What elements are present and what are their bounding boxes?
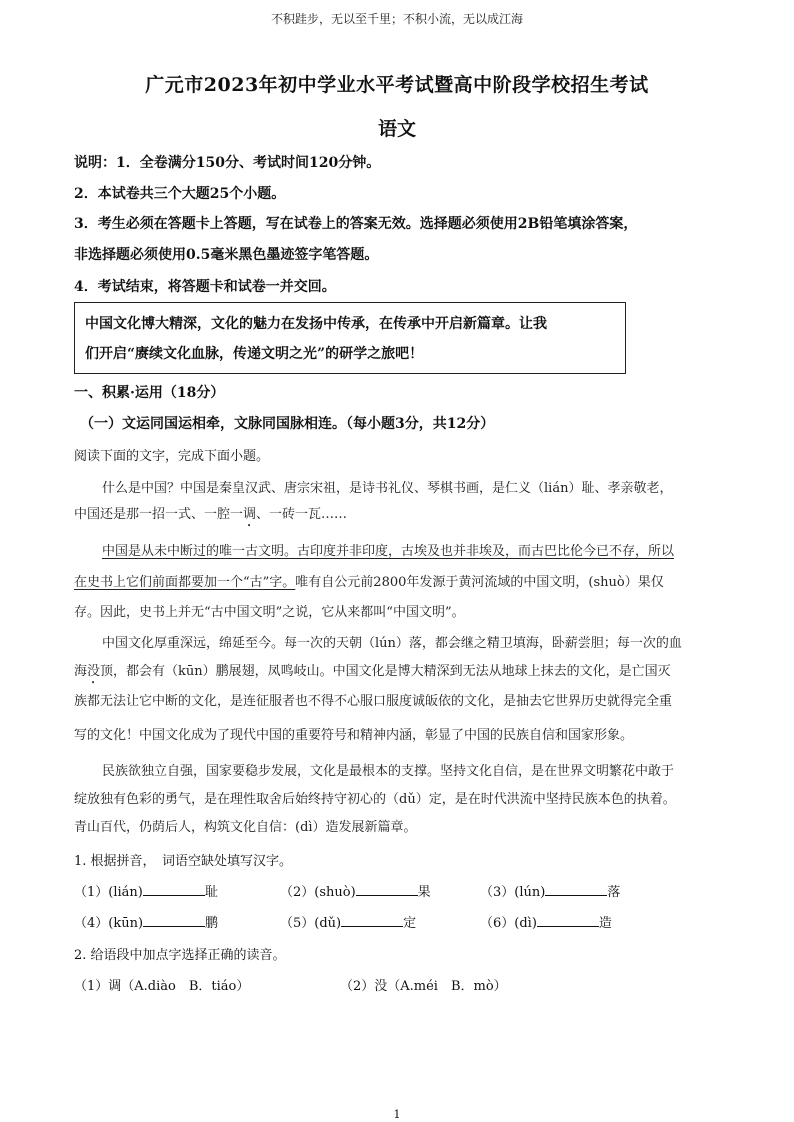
page-header-motto: 不积跬步，无以至千里；不积小流，无以成江海 <box>270 12 523 26</box>
q1-item-5: （5）(dǔ) 定 <box>280 916 417 931</box>
answer-blank[interactable] <box>341 914 403 927</box>
q1-item-4: （4）(kūn) 鹏 <box>74 916 219 931</box>
instruction-1: 说明：1．全卷满分150分、考试时间120分钟。 <box>74 155 381 171</box>
answer-blank[interactable] <box>143 883 205 896</box>
passage-p4-line2: 绽放独有色彩的勇气，是在理性取舍后始终持守初心的（dǔ）定，是在时代洪流中坚持民族本色的执着。 <box>74 792 676 807</box>
answer-blank[interactable] <box>356 883 418 896</box>
q1-item-1: （1）(lián) 耻 <box>74 885 218 900</box>
passage-p3-line4: 写的文化！中国文化成为了现代中国的重要符号和精神内涵，彰显了中国的民族自信和国家形象。 <box>74 728 634 743</box>
passage-p4-line1: 民族欲独立自强，国家要稳步发展，文化是最根本的支撑。坚持文化自信，是在世界文明繁花中敢于 <box>102 764 675 779</box>
question-2-stem: 2. 给语段中加点字选择正确的读音。 <box>74 948 286 963</box>
section-1-subheading: （一）文运同国运相牵，文脉同国脉相连。（每小题3分，共12分） <box>80 416 495 432</box>
reading-prompt: 阅读下面的文字，完成下面小题。 <box>74 449 270 464</box>
answer-blank[interactable] <box>545 883 607 896</box>
exam-title: 广元市2023年初中学业水平考试暨高中阶段学校招生考试 <box>145 74 649 96</box>
passage-p3-line3: 族都无法让它中断的文化，是连征服者也不得不心服口服度诚皈依的文化，是抽去它世界历史就得完全重 <box>74 694 673 709</box>
instruction-2: 2．本试卷共三个大题25个小题。 <box>74 186 286 202</box>
passage-p3-line1: 中国文化厚重深远，绵延至今。每一次的天朝（lún）落，都会继之精卫填海，卧薪尝胆；每一次的血 <box>102 636 682 651</box>
dotted-char-diao: 调 <box>243 507 257 522</box>
section-1-heading: 一、积累·运用（18分） <box>74 385 225 401</box>
passage-p3-line2: 海没顶，都会有（kūn）鹏展翅，凤鸣岐山。中国文化是博大精深到无法从地球上抹去的文化，是亡国灭 <box>74 664 671 679</box>
q1-item-2: （2）(shuò) 果 <box>280 885 431 900</box>
q2-item-1: （1）调（A.diào B．tiáo） <box>74 979 250 994</box>
passage-p2-line1: 中国是从未中断过的唯一古文明。古印度并非印度，古埃及也并非埃及，而古巴比伦今已不存，所以 <box>102 544 675 559</box>
page-number: 1 <box>393 1108 401 1121</box>
passage-p4-line3: 青山百代，仍荫后人，构筑文化自信：(dì）造发展新篇章。 <box>74 820 417 835</box>
intro-box <box>74 302 626 374</box>
question-1-stem: 1. 根据拼音， 词语空缺处填写汉字。 <box>74 854 293 869</box>
q2-item-2: （2）没（A.méi B．mò） <box>340 979 507 994</box>
dotted-char-mo: 没 <box>87 664 101 679</box>
passage-p2-line2: 在史书上它们前面都要加一个“古”字。唯有自公元前2800年发源于黄河流域的中国文明，(shuò）果仅 <box>74 575 664 590</box>
instruction-3: 3．考生必须在答题卡上答题，写在试卷上的答案无效。选择题必须使用2B铅笔填涂答案， <box>74 216 638 232</box>
intro-line-1: 中国文化博大精深，文化的魅力在发扬中传承，在传承中开启新篇章。让我 <box>85 316 547 332</box>
q1-item-6: （6）(dì) 造 <box>480 916 612 931</box>
q1-item-3: （3）(lún) 落 <box>480 885 621 900</box>
exam-subject: 语文 <box>377 118 416 140</box>
passage-p1-line2: 中国还是那一招一式、一腔一调、一砖一瓦…… <box>74 507 348 522</box>
instruction-3-cont: 非选择题必须使用0.5毫米黑色墨迹签字笔答题。 <box>74 247 379 263</box>
answer-blank[interactable] <box>537 914 599 927</box>
answer-blank[interactable] <box>143 914 205 927</box>
passage-p1-line1: 什么是中国？中国是秦皇汉武、唐宗宋祖，是诗书礼仪、琴棋书画，是仁义（lián）耻、孝亲敬老， <box>102 481 673 496</box>
instruction-4: 4．考试结束，将答题卡和试卷一并交回。 <box>74 279 336 295</box>
intro-line-2: 们开启“赓续文化血脉，传递文明之光”的研学之旅吧！ <box>85 346 424 362</box>
passage-p2-line3: 存。因此，史书上并无“古中国文明”之说，它从来都叫“中国文明”。 <box>74 605 465 620</box>
